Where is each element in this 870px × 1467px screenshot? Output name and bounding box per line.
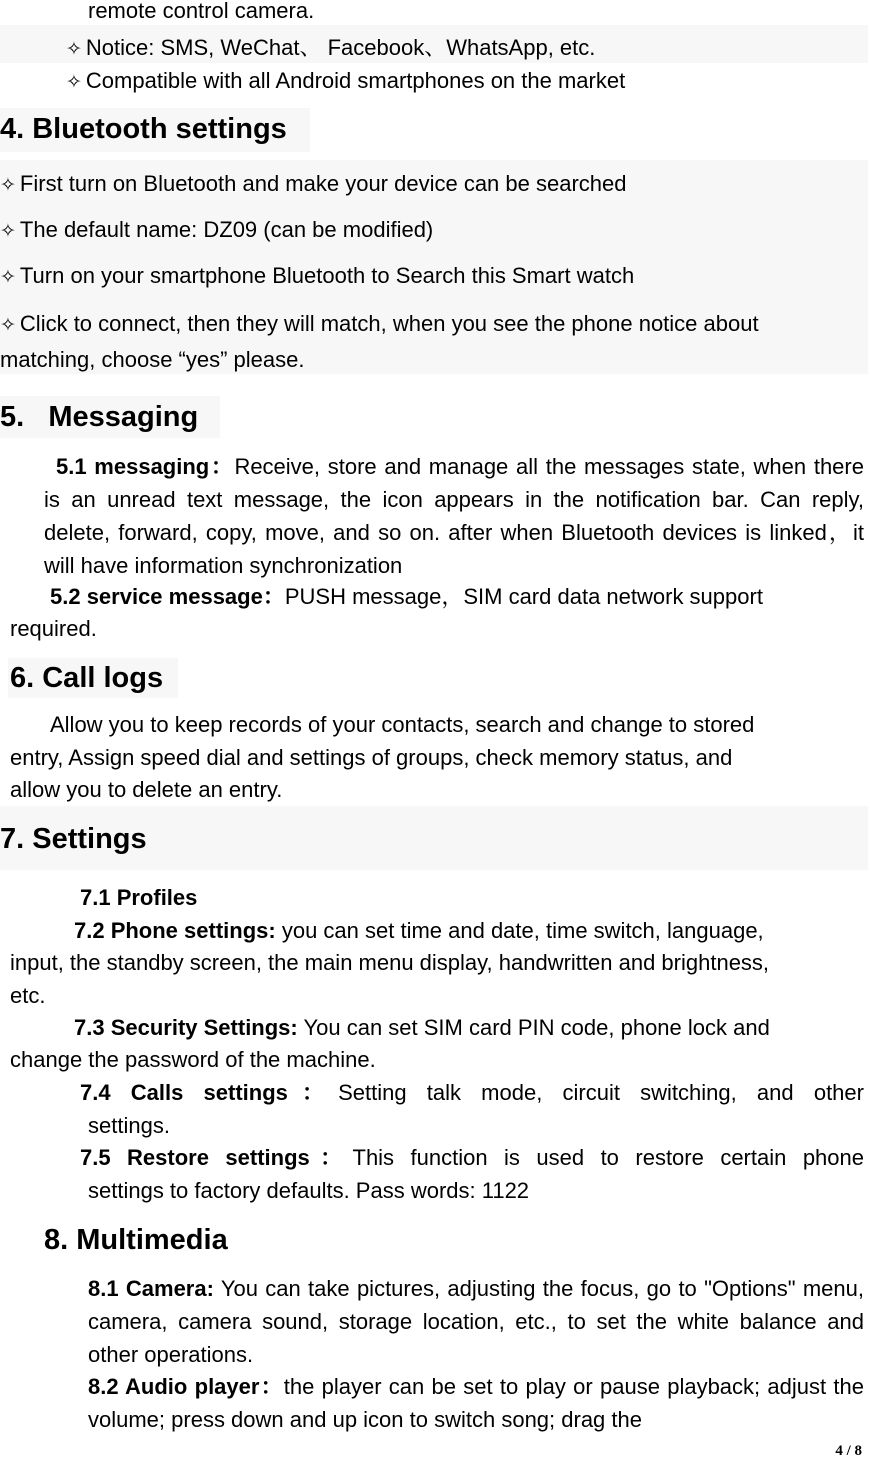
camera-text: You can take pictures, adjusting the focus, go to "Options" menu, camera, camera sound, storage location, etc., to set the white balance and other operations. xyxy=(88,1276,864,1367)
settings-heading: 7. Settings xyxy=(0,823,147,855)
messaging-paragraph-2 xyxy=(50,580,763,613)
security-settings-text: You can set SIM card PIN code, phone lock and xyxy=(297,1015,770,1040)
multimedia-audio xyxy=(88,1370,864,1436)
messaging-p2-text: PUSH message，SIM card data network support xyxy=(284,584,763,609)
messaging-heading: 5. Messaging xyxy=(0,401,199,433)
messaging-p2-title: 5.2 service message： xyxy=(50,584,285,609)
settings-security-cont: change the password of the machine. xyxy=(10,1047,376,1072)
phone-settings-title: 7.2 Phone settings: xyxy=(74,918,276,943)
messaging-p1-text: Receive, store and manage all the messages state, when there is an unread text message, the icon appears in the notification bar. Can reply, delete, forward, copy, move, and so on. after when Bluetooth devices is linked，it will have information synchronization xyxy=(44,454,864,578)
bluetooth-item-2 xyxy=(0,213,433,248)
audio-player-text: the player can be set to play or pause playback; adjust the volume; press down and up icon to switch song; drag the xyxy=(88,1374,864,1432)
bluetooth-item-1 xyxy=(0,167,627,202)
bluetooth-item-4 xyxy=(0,307,759,342)
messaging-p2-cont: required. xyxy=(10,616,97,641)
profiles-label: 7.1 Profiles xyxy=(80,885,198,910)
bluetooth-item-4-cont: matching, choose “yes” please. xyxy=(0,347,305,372)
security-settings-title: 7.3 Security Settings: xyxy=(74,1015,298,1040)
bluetooth-item-text: The default name: DZ09 (can be modified) xyxy=(19,217,434,242)
settings-phone-cont-1: input, the standby screen, the main menu display, handwritten and brightness, xyxy=(10,950,770,975)
messaging-paragraph-1 xyxy=(44,450,864,582)
diamond-star-icon: ✧ xyxy=(66,38,82,60)
restore-settings-text: This function is used to restore certain phone xyxy=(352,1145,864,1170)
settings-restore-cont: settings to factory defaults. Pass words: 1122 xyxy=(88,1178,530,1203)
bluetooth-item-text: Turn on your smartphone Bluetooth to Search this Smart watch xyxy=(19,263,635,288)
intro-compatible-line xyxy=(66,64,625,99)
calllogs-heading: 6. Call logs xyxy=(10,662,164,694)
compatible-text: Compatible with all Android smartphones on the market xyxy=(85,68,626,93)
calllogs-line-2: entry, Assign speed dial and settings of groups, check memory status, and xyxy=(10,745,733,770)
camera-title: 8.1 Camera: xyxy=(88,1276,214,1301)
page-number: 4 / 8 xyxy=(835,1443,862,1459)
settings-phone xyxy=(74,914,764,947)
calllogs-line-1: Allow you to keep records of your contacts, search and change to stored xyxy=(50,712,755,737)
diamond-star-icon: ✧ xyxy=(0,314,16,336)
diamond-star-icon: ✧ xyxy=(0,174,16,196)
diamond-star-icon: ✧ xyxy=(0,220,16,242)
settings-phone-cont-2: etc. xyxy=(10,983,46,1008)
messaging-p1-title: 5.1 messaging： xyxy=(56,454,235,479)
settings-calls xyxy=(80,1076,864,1109)
settings-calls-cont: settings. xyxy=(88,1113,170,1138)
calls-settings-title: 7.4 Calls settings： xyxy=(80,1080,339,1105)
phone-settings-text: you can set time and date, time switch, language, xyxy=(275,918,764,943)
settings-restore xyxy=(80,1141,864,1174)
bluetooth-heading: 4. Bluetooth settings xyxy=(0,113,287,145)
calllogs-line-3: allow you to delete an entry. xyxy=(10,777,283,802)
intro-camera-line: remote control camera. xyxy=(88,0,315,23)
notice-text: Notice: SMS, WeChat、 Facebook、WhatsApp, etc. xyxy=(85,35,596,60)
bluetooth-item-text: First turn on Bluetooth and make your device can be searched xyxy=(19,171,627,196)
restore-settings-title: 7.5 Restore settings： xyxy=(80,1145,353,1170)
intro-notice-line xyxy=(66,31,595,66)
calls-settings-text: Setting talk mode, circuit switching, and other xyxy=(338,1080,864,1105)
audio-player-title: 8.2 Audio player： xyxy=(88,1374,284,1399)
settings-security xyxy=(74,1011,770,1044)
bluetooth-item-text: Click to connect, then they will match, when you see the phone notice about xyxy=(19,311,759,336)
multimedia-camera xyxy=(88,1272,864,1371)
diamond-star-icon: ✧ xyxy=(66,71,82,93)
multimedia-heading: 8. Multimedia xyxy=(44,1224,228,1256)
settings-profiles xyxy=(80,881,197,914)
diamond-star-icon: ✧ xyxy=(0,266,16,288)
bluetooth-item-3 xyxy=(0,259,634,294)
